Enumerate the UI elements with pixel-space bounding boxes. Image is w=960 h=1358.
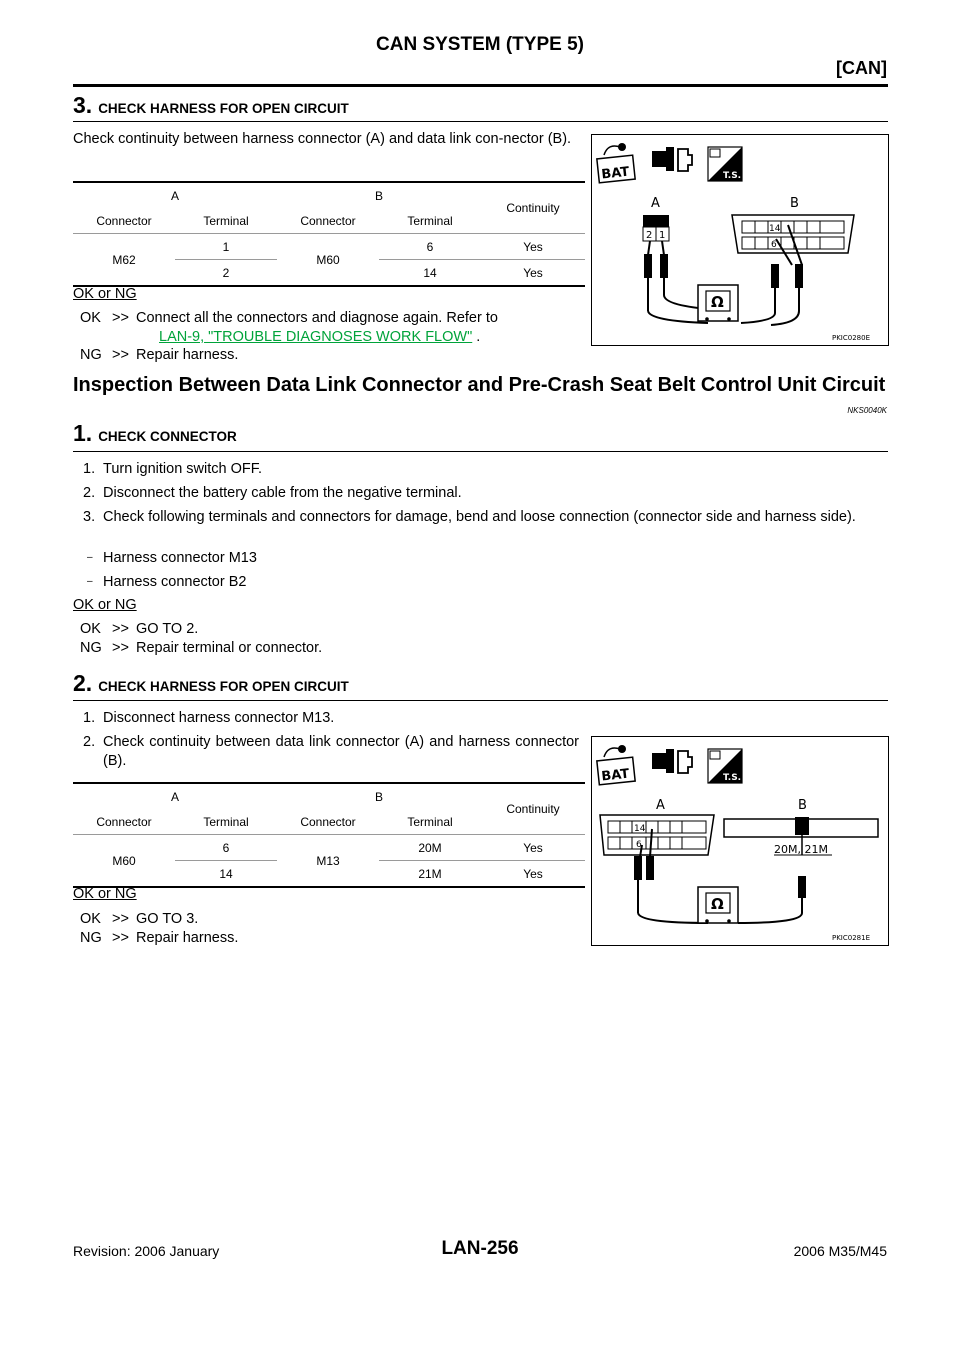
footer-revision: Revision: 2006 January (73, 1243, 220, 1259)
pin-14: 14 (769, 224, 781, 234)
continuity-value: Yes (481, 835, 585, 861)
continuity-header: Continuity (481, 182, 585, 234)
figure-label-b: B (790, 196, 799, 211)
footer-model: 2006 M35/M45 (793, 1243, 887, 1259)
svg-text:BAT: BAT (600, 164, 631, 183)
table-row (73, 835, 585, 861)
pin-6: 6 (771, 240, 777, 250)
svg-text:T.S.: T.S. (723, 773, 742, 783)
connector-header: Connector (277, 809, 379, 835)
step3-title: CHECK HARNESS FOR OPEN CIRCUIT (98, 101, 349, 116)
continuity-value: Yes (481, 260, 585, 287)
header-rule (73, 84, 888, 87)
connector-icon (652, 147, 692, 171)
b-terminal: 20M (379, 835, 481, 861)
figure-label-a: A (656, 798, 665, 813)
a-terminal: 6 (175, 835, 277, 861)
connector-header: Connector (73, 809, 175, 835)
b-terminal: 6 (379, 234, 481, 260)
pin-1: 1 (659, 230, 666, 241)
pin-14: 14 (634, 824, 646, 834)
harness-connector-b (724, 817, 878, 856)
step2-heading: 2. CHECK HARNESS FOR OPEN CIRCUIT (73, 670, 349, 696)
continuity-header: Continuity (481, 783, 585, 835)
list-item: 3. Check following terminals and connectors for damage, bend and loose connection (connector side and harness side). (83, 509, 856, 525)
a-connector: M62 (73, 234, 175, 287)
data-link-connector-b (732, 215, 854, 253)
b-connector: M13 (277, 835, 379, 888)
col-a-header: A (73, 783, 277, 809)
svg-text:T.S.: T.S. (723, 171, 742, 181)
harness-diagram-1 (591, 134, 889, 346)
trouble-diagnoses-link[interactable]: LAN-9, "TROUBLE DIAGNOSES WORK FLOW" (159, 329, 473, 345)
figure-label-a: A (651, 196, 660, 211)
continuity-value: Yes (481, 861, 585, 888)
svg-text:Ω: Ω (711, 895, 724, 913)
list-item: 2. Disconnect the battery cable from the negative terminal. (83, 485, 462, 501)
pins-20m-21m: 20M, 21M (774, 843, 828, 856)
terminal-header: Terminal (175, 809, 277, 835)
figure-code: PKIC0280E (832, 334, 871, 342)
b-terminal: 21M (379, 861, 481, 888)
tester-icon (708, 147, 742, 181)
terminal-header: Terminal (379, 208, 481, 234)
step1-heading: 1. CHECK CONNECTOR (73, 420, 237, 446)
tester-icon (708, 749, 742, 783)
inspection-heading: Inspection Between Data Link Connector and Pre-Crash Seat Belt Control Unit Circuit (73, 374, 886, 396)
step2-rule (73, 700, 888, 701)
a-terminal: 1 (175, 234, 277, 260)
connector-header: Connector (277, 208, 379, 234)
connector-a (643, 215, 669, 241)
step3-continuity-table (73, 181, 585, 287)
battery-icon (597, 143, 635, 183)
terminal-header: Terminal (175, 208, 277, 234)
step1-ok-result: OK >> GO TO 2. (80, 621, 199, 637)
step3-ng-result: NG >> Repair harness. (80, 347, 239, 363)
step2-ok-result: OK >> GO TO 3. (80, 911, 199, 927)
ohm-meter-icon (698, 285, 738, 321)
step3-okng: OK or NG (73, 286, 137, 302)
list-item: 1. Turn ignition switch OFF. (83, 461, 263, 477)
pin-6: 6 (636, 840, 642, 850)
pin-2: 2 (646, 230, 653, 241)
svg-text:BAT: BAT (600, 766, 631, 785)
terminal-header: Terminal (379, 809, 481, 835)
a-terminal: 14 (175, 861, 277, 888)
step1-rule (73, 451, 888, 452)
ohm-meter-icon (698, 887, 738, 923)
battery-icon (597, 745, 635, 785)
list-item: – Harness connector M13 (87, 550, 257, 566)
connector-icon (652, 749, 692, 773)
connector-header: Connector (73, 208, 175, 234)
list-item: 2. Check continuity between data link connector (A) and harness connector (B). (83, 734, 579, 769)
harness-diagram-2 (591, 736, 889, 946)
section-label: [CAN] (836, 58, 887, 78)
figure-label-b: B (798, 798, 807, 813)
b-connector: M60 (277, 234, 379, 287)
a-terminal: 2 (175, 260, 277, 287)
step3-rule (73, 121, 888, 122)
step3-text: Check continuity between harness connector (A) and data link con-nector (B). (73, 131, 572, 147)
a-connector: M60 (73, 835, 175, 888)
list-item: – Harness connector B2 (87, 574, 247, 590)
inspection-tag: NKS0040K (847, 406, 887, 415)
b-terminal: 14 (379, 260, 481, 287)
step3-number: 3. (73, 92, 93, 118)
list-item: 1. Disconnect harness connector M13. (83, 710, 335, 726)
step1-ng-result: NG >> Repair terminal or connector. (80, 640, 323, 656)
step2-continuity-table (73, 782, 585, 888)
step2-ng-result: NG >> Repair harness. (80, 930, 239, 946)
continuity-value: Yes (481, 234, 585, 260)
step2-okng: OK or NG (73, 886, 137, 902)
step3-heading (73, 92, 349, 119)
page-title: CAN SYSTEM (TYPE 5) (376, 34, 584, 55)
step3-ok-result: OK >> Connect all the connectors and diagnose again. Refer to LAN-9, "TROUBLE DIAGNOSES WORK FLOW" . (80, 310, 498, 345)
figure-code: PKIC0281E (832, 934, 871, 942)
col-a-header: A (73, 182, 277, 208)
col-b-header: B (277, 182, 481, 208)
data-link-connector-a (600, 815, 714, 855)
table-row (73, 234, 585, 260)
col-b-header: B (277, 783, 481, 809)
svg-text:Ω: Ω (711, 293, 724, 311)
page-number: LAN-256 (441, 1238, 519, 1259)
step1-okng: OK or NG (73, 597, 137, 613)
